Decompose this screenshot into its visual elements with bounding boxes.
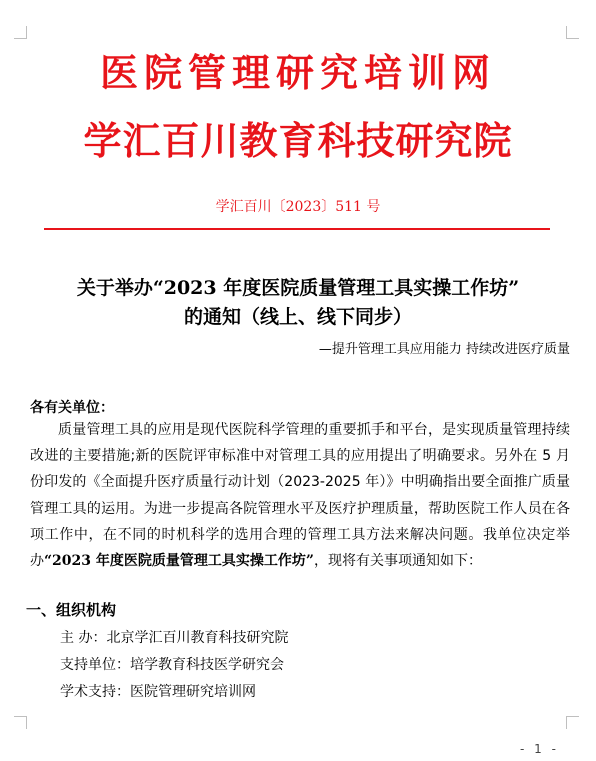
section-heading-organization: 一、组织机构	[26, 601, 117, 619]
paragraph-text: 质量管理工具的应用是现代医院科学管理的重要抓手和平台，是实现质量管理持续改进的主要措施;新的医院评审标准中对管理工具的应用提出了明确要求。另外在 5 月份印发的《全面提升医疗质量行动计划（2023-2025 年）》中明确指出要全面推广质量管理工具的运用。为进一步提高各院管理水平及医疗护理质量，帮助医院工作人员在各项工作中，在不同的时机科学的选用合理的管理工具方法来解决问题。我单位决定举办	[30, 422, 570, 570]
salutation: 各有关单位：	[30, 400, 114, 416]
header-org-line2: 学汇百川教育科技研究院	[83, 119, 513, 163]
notice-title-line1: 关于举办“2023 年度医院质量管理工具实操工作坊”	[76, 277, 520, 299]
paragraph-ending: ，现将有关事项通知如下：	[313, 553, 482, 570]
notice-subtitle: —提升管理工具应用能力 持续改进医疗质量	[318, 342, 570, 357]
org-label: 主 办：	[60, 630, 107, 646]
notice-title-line2: 的通知（线上、线下同步）	[183, 306, 412, 328]
header-org-line1: 医院管理研究培训网	[99, 51, 496, 95]
org-label: 支持单位：	[60, 657, 130, 673]
org-value: 北京学汇百川教育科技研究院	[106, 630, 289, 646]
margin-corner-top-right	[566, 26, 579, 39]
org-row-host	[60, 627, 288, 647]
page-number: - 1 -	[520, 742, 559, 756]
org-value: 培学教育科技医学研究会	[130, 657, 284, 673]
header-divider	[44, 228, 550, 230]
margin-corner-bottom-left	[14, 716, 27, 729]
org-label: 学术支持：	[60, 684, 130, 700]
margin-corner-top-left	[14, 26, 27, 39]
org-value: 医院管理研究培训网	[130, 684, 256, 700]
document-number: 学汇百川〔2023〕511 号	[215, 199, 381, 215]
org-row-support	[60, 654, 284, 674]
body-paragraph	[30, 417, 570, 574]
org-row-academic	[60, 681, 256, 701]
margin-corner-bottom-right	[566, 716, 579, 729]
paragraph-bold-event-name: “2023 年度医院质量管理工具实操工作坊”	[44, 553, 314, 570]
